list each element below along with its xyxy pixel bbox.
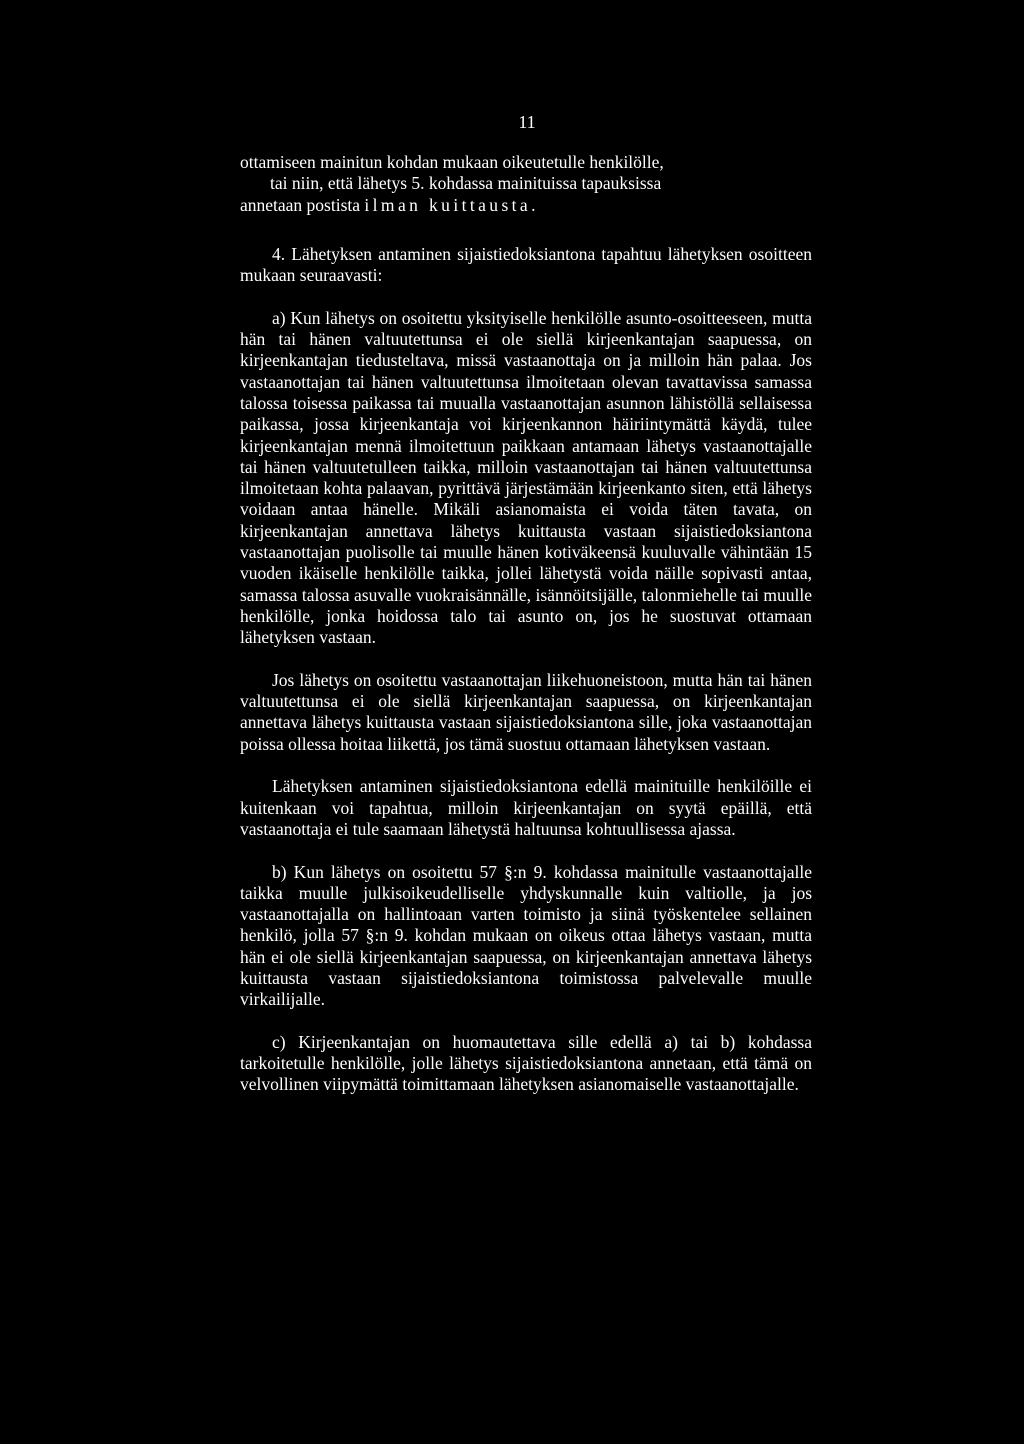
paragraph-exception: Lähetyksen antaminen sijaistiedoksiantona edellä mainituille henkilöille ei kuitenkaan voi tapahtua, milloin kirjeenkantajan on syytä epäillä, että vastaanottaja ei tule saamaan lähetystä haltuunsa kohtuullisessa ajassa. xyxy=(240,776,812,839)
paragraph-b: b) Kun lähetys on osoitettu 57 §:n 9. kohdassa mainitulle vastaanottajalle taikka muulle julkisoikeudelliselle yhdyskunnalle kuin valtiolle, ja jos vastaanottajalla on hallintoaan varten toimisto ja siinä työskentelee sellainen henkilö, jolla 57 §:n 9. kohdan mukaan on oikeus ottaa lähetys vastaan, mutta hän ei ole siellä kirjeenkantajan saapuessa, on kirjeenkantajan annettava lähetys kuittausta vastaan sijaistiedoksiantona toimistossa palvelevalle muulle virkailijalle. xyxy=(240,861,812,1010)
paragraph-continuation xyxy=(240,152,812,216)
spaced-text: ilman kuittausta. xyxy=(364,194,539,215)
paragraph-4: 4. Lähetyksen antaminen sijaistiedoksiantona tapahtuu lähetyksen osoitteen mukaan seuraavasti: xyxy=(240,243,812,286)
paragraph-c: c) Kirjeenkantajan on huomautettava sille edellä a) tai b) kohdassa tarkoitetulle henkilölle, jolle lähetys sijaistiedoksiantona annetaan, että tämä on velvollinen viipymättä toimittamaan lähetyksen asianomaiselle vastaanottajalle. xyxy=(240,1031,812,1095)
text-column xyxy=(240,152,812,1117)
line: ottamiseen mainitun kohdan mukaan oikeutetulle henkilölle, xyxy=(240,152,664,172)
line: tai niin, että lähetys 5. kohdassa mainituissa tapauksissa xyxy=(270,173,662,194)
line: annetaan postista xyxy=(240,194,365,215)
paragraph-a: a) Kun lähetys on osoitettu yksityiselle henkilölle asunto-osoitteeseen, mutta hän tai hänen valtuutettunsa ei ole siellä kirjeenkantajan saapuessa, on kirjeenkantajan tiedusteltava, missä vastaanottaja on ja milloin hän palaa. Jos vastaanottajan tai hänen valtuutettunsa ilmoitetaan olevan tavattavissa samassa talossa toisessa paikassa tai muualla vastaanottajan asunnon lähistöllä sellaisessa paikassa, jossa kirjeenkantaja voi kirjeenkannon häiriintymättä käydä, tulee kirjeenkantajan mennä ilmoitettuun paikkaan antamaan lähetys vastaanottajalle tai hänen valtuutetulleen taikka, milloin vastaanottajan tai hänen valtuutettunsa ilmoitetaan kohta palaavan, pyrittävä järjestämään kirjeenkanto siten, että lähetys voidaan antaa hänelle. Mikäli asianomaista ei voida täten tavata, on kirjeenkantajan annettava lähetys kuittausta vastaan sijaistiedoksiantona vastaanottajan puolisolle tai muulle hänen kotiväkeensä kuuluvalle vähintään 15 vuoden ikäiselle henkilölle taikka, jollei lähetystä voida näille sopivasti antaa, samassa talossa asuvalle vuokraisännälle, isännöitsijälle, talonmiehelle tai muulle henkilölle, jonka hoidossa talo tai asunto on, jos he suostuvat ottamaan lähetyksen vastaan. xyxy=(240,307,812,648)
page-number: 11 xyxy=(518,112,536,132)
paragraph-liikehuoneisto: Jos lähetys on osoitettu vastaanottajan liikehuoneistoon, mutta hän tai hänen valtuutettunsa ei ole siellä kirjeenkantajan saapuessa, on kirjeenkantajan annettava lähetys kuittausta vastaan sijaistiedoksiantona sille, joka vastaanottajan poissa ollessa hoitaa liikettä, jos tämä suostuu ottamaan lähetyksen vastaan. xyxy=(240,669,812,754)
